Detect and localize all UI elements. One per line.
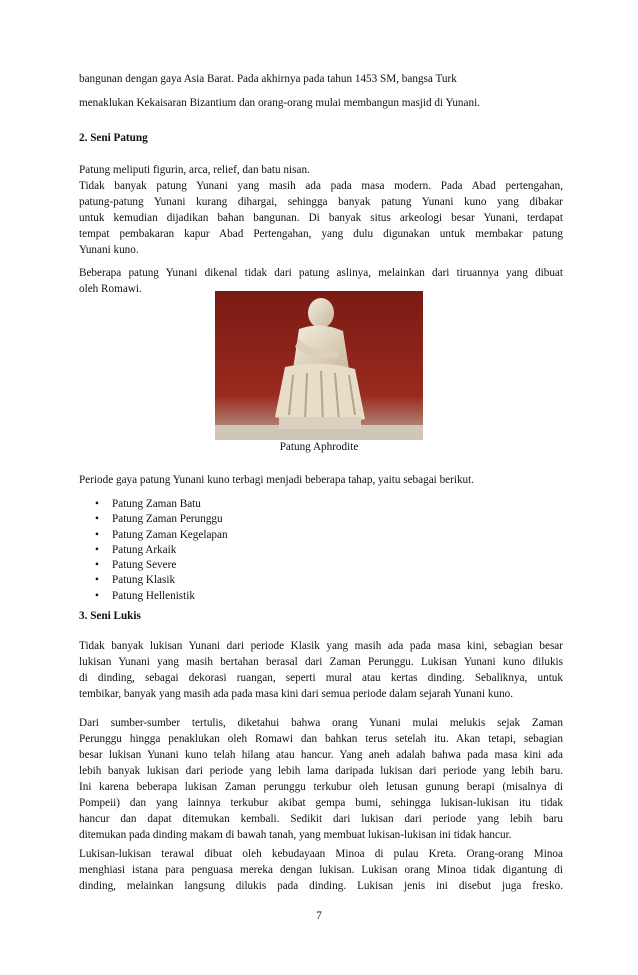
list-item: • Patung Severe: [95, 558, 228, 573]
list-item: • Patung Zaman Batu: [95, 497, 228, 512]
paragraph-line: tempat pembakaran kapur Abad Pertengahan, yang dulu digunakan untuk membakar patung: [79, 228, 563, 240]
paragraph-line: menghiasi istana para penguasa mereka dengan lukisan. Lukisan orang Minoa tidak digantung di: [79, 864, 563, 876]
paragraph-line: Pompeii) dan yang lainnya terkubur akibat gempa bumi, sehingga lukisan-lukisan itu tidak: [79, 797, 563, 809]
paragraph-line: Periode gaya patung Yunani kuno terbagi menjadi beberapa tahap, yaitu sebagai berikut.: [79, 474, 475, 486]
paragraph-line: Beberapa patung Yunani dikenal tidak dari patung aslinya, melainkan dari tiruannya yang dibuat: [79, 267, 563, 279]
intro-line-2: menaklukan Kekaisaran Bizantium dan orang-orang mulai membangun masjid di Yunani.: [79, 97, 480, 109]
list-item: • Patung Zaman Kegelapan: [95, 528, 228, 543]
statue-illustration: [215, 291, 423, 440]
paragraph-line: Lukisan-lukisan terawal dibuat oleh kebudayaan Minoa di pulau Kreta. Orang-orang Minoa: [79, 848, 563, 860]
list-item: • Patung Hellenistik: [95, 589, 228, 604]
paragraph-line: tembikar, banyak yang masih ada pada masa kini dari semua periode dalam sejarah Yunani kuno.: [79, 688, 514, 700]
paragraph-line: besar lukisan Yunani kuno telah hilang atau hancur. Yang aneh adalah bahwa pada masa kini ada: [79, 749, 563, 761]
figure-caption: Patung Aphrodite: [279, 441, 359, 453]
paragraph-line: Tidak banyak lukisan Yunani dari periode Klasik yang masih ada pada masa kini, sebagian besar: [79, 640, 563, 652]
sculpture-period-list: [95, 497, 228, 604]
list-item: • Patung Arkaik: [95, 543, 228, 558]
paragraph-line: Tidak banyak patung Yunani yang masih ada pada masa modern. Pada Abad pertengahan,: [79, 180, 563, 192]
paragraph-line: di dinding, sebagai dekorasi ruangan, seperti mural atau kertas dinding. Sebaliknya, untuk: [79, 672, 563, 684]
paragraph-line: Ini karena beberapa lukisan Zaman perunggu terkubur oleh letusan gunung berapi (misalnya di: [79, 781, 563, 793]
list-item: • Patung Klasik: [95, 573, 228, 588]
section-heading-seni-lukis: 3. Seni Lukis: [79, 610, 141, 622]
paragraph-line: patung-patung Yunani kurang dihargai, sehingga banyak patung Yunani kuno yang dibakar: [79, 196, 563, 208]
list-item: • Patung Zaman Perunggu: [95, 512, 228, 527]
intro-line-1: bangunan dengan gaya Asia Barat. Pada akhirnya pada tahun 1453 SM, bangsa Turk: [79, 73, 457, 85]
paragraph-line: Patung meliputi figurin, arca, relief, dan batu nisan.: [79, 164, 310, 176]
section-heading-seni-patung: 2. Seni Patung: [79, 132, 148, 144]
paragraph-line: Dari sumber-sumber tertulis, diketahui bahwa orang Yunani mulai melukis sejak Zaman: [79, 717, 563, 729]
paragraph-line: dinding, melainkan langsung dilukis pada dinding. Lukisan jenis ini disebut juga fresko.: [79, 880, 563, 892]
paragraph-line: untuk kemudian dijadikan bahan bangunan. Di banyak situs arkeologi besar Yunani, terdapat: [79, 212, 563, 224]
aphrodite-statue-photo: [215, 291, 423, 440]
page-number: 7: [316, 910, 322, 922]
paragraph-line: lukisan Yunani yang masih bertahan berasal dari Zaman Perunggu. Lukisan Yunani kuno dilukis: [79, 656, 563, 668]
paragraph-line: Yunani kuno.: [79, 244, 139, 256]
paragraph-line: hancur dan dapat ditemukan kembali. Sedikit dari lukisan dari periode yang lebih baru: [79, 813, 563, 825]
paragraph-line: Perunggu hingga penaklukan oleh Romawi dan bahkan terus setelah itu. Akan tetapi, sebagian: [79, 733, 563, 745]
paragraph-line: oleh Romawi.: [79, 283, 142, 295]
paragraph-line: lebih banyak lukisan dari periode yang lebih lama daripada lukisan dari periode yang lebih baru.: [79, 765, 563, 777]
paragraph-line: ditemukan pada dinding makam di bawah tanah, yang membuat lukisan-lukisan ini tidak hancur.: [79, 829, 512, 841]
